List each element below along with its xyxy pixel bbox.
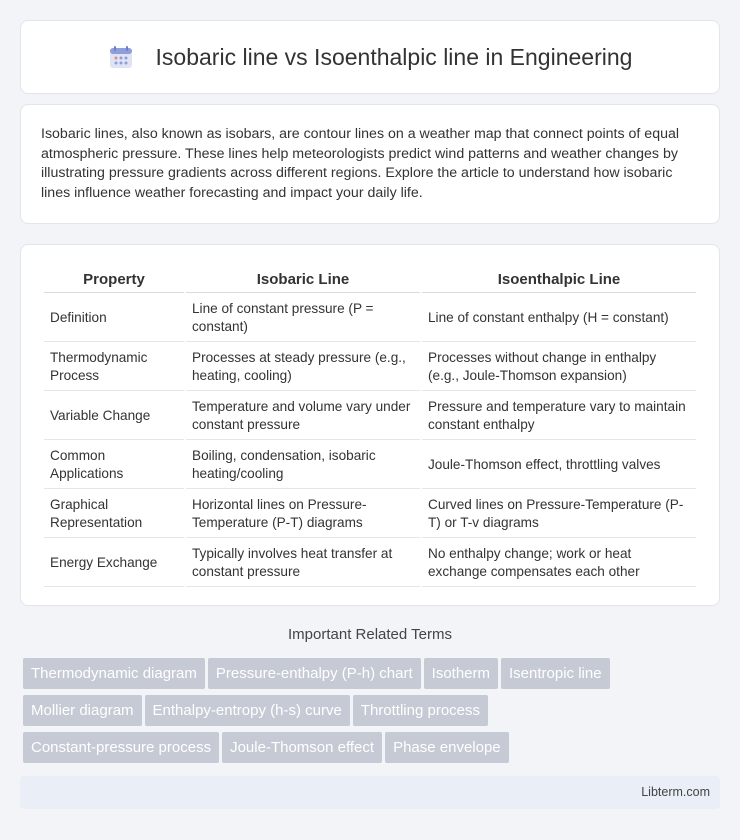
intro-card xyxy=(20,104,720,224)
page-title: Isobaric line vs Isoenthalpic line in Engineering xyxy=(155,43,633,70)
related-term-tag[interactable]: Phase envelope xyxy=(385,732,509,763)
table-cell-property: Definition xyxy=(44,295,184,342)
column-header-isoenthalpic: Isoenthalpic Line xyxy=(422,267,696,293)
table-cell-isobaric: Boiling, condensation, isobaric heating/cooling xyxy=(186,442,420,489)
table-row xyxy=(44,393,696,440)
intro-paragraph: Isobaric lines, also known as isobars, are contour lines on a weather map that connect points of equal atmospheric pressure. These lines help meteorologists predict wind patterns and weather changes by illustrating pressure gradients across different regions. Explore the article to understand how isobaric lines influence weather forecasting and impact your daily life. xyxy=(41,126,680,201)
table-row xyxy=(44,344,696,391)
table-cell-isobaric: Temperature and volume vary under constant pressure xyxy=(186,393,420,440)
table-cell-isoenthalpic: Pressure and temperature vary to maintain constant enthalpy xyxy=(422,393,696,440)
table-row xyxy=(44,491,696,538)
table-row xyxy=(44,295,696,342)
column-header-isobaric: Isobaric Line xyxy=(186,267,420,293)
related-term-tag[interactable]: Isentropic line xyxy=(501,658,610,689)
column-header-property: Property xyxy=(44,267,184,293)
related-term-tag[interactable]: Mollier diagram xyxy=(23,695,142,726)
table-cell-property: Variable Change xyxy=(44,393,184,440)
table-cell-isoenthalpic: Line of constant enthalpy (H = constant) xyxy=(422,295,696,342)
table-cell-isobaric: Horizontal lines on Pressure-Temperature (P-T) diagrams xyxy=(186,491,420,538)
table-cell-property: Energy Exchange xyxy=(44,540,184,587)
footer-bar xyxy=(20,776,720,809)
comparison-table-card xyxy=(20,244,720,606)
table-cell-isoenthalpic: Processes without change in enthalpy (e.g., Joule-Thomson expansion) xyxy=(422,344,696,391)
table-row xyxy=(44,540,696,587)
table-cell-isobaric: Line of constant pressure (P = constant) xyxy=(186,295,420,342)
table-cell-isoenthalpic: Joule-Thomson effect, throttling valves xyxy=(422,442,696,489)
table-row xyxy=(44,442,696,489)
table-cell-property: Thermodynamic Process xyxy=(44,344,184,391)
header-card xyxy=(20,20,720,94)
table-cell-isoenthalpic: Curved lines on Pressure-Temperature (P-T) or T-v diagrams xyxy=(422,491,696,538)
related-term-tag[interactable]: Throttling process xyxy=(353,695,488,726)
related-terms-title: Important Related Terms xyxy=(288,626,452,643)
related-term-tag[interactable]: Isotherm xyxy=(424,658,498,689)
footer-site-link[interactable]: Libterm.com xyxy=(641,785,710,799)
comparison-table xyxy=(42,265,698,589)
table-header-row xyxy=(44,267,696,293)
table-cell-isoenthalpic: No enthalpy change; work or heat exchange compensates each other xyxy=(422,540,696,587)
table-cell-isobaric: Typically involves heat transfer at constant pressure xyxy=(186,540,420,587)
table-cell-isobaric: Processes at steady pressure (e.g., heating, cooling) xyxy=(186,344,420,391)
related-terms-tags xyxy=(23,658,723,769)
related-term-tag[interactable]: Pressure-enthalpy (P-h) chart xyxy=(208,658,421,689)
related-term-tag[interactable]: Joule-Thomson effect xyxy=(222,732,382,763)
table-cell-property: Graphical Representation xyxy=(44,491,184,538)
table-cell-property: Common Applications xyxy=(44,442,184,489)
calendar-grid-icon xyxy=(108,44,134,70)
related-term-tag[interactable]: Enthalpy-entropy (h-s) curve xyxy=(145,695,350,726)
related-term-tag[interactable]: Thermodynamic diagram xyxy=(23,658,205,689)
related-term-tag[interactable]: Constant-pressure process xyxy=(23,732,219,763)
